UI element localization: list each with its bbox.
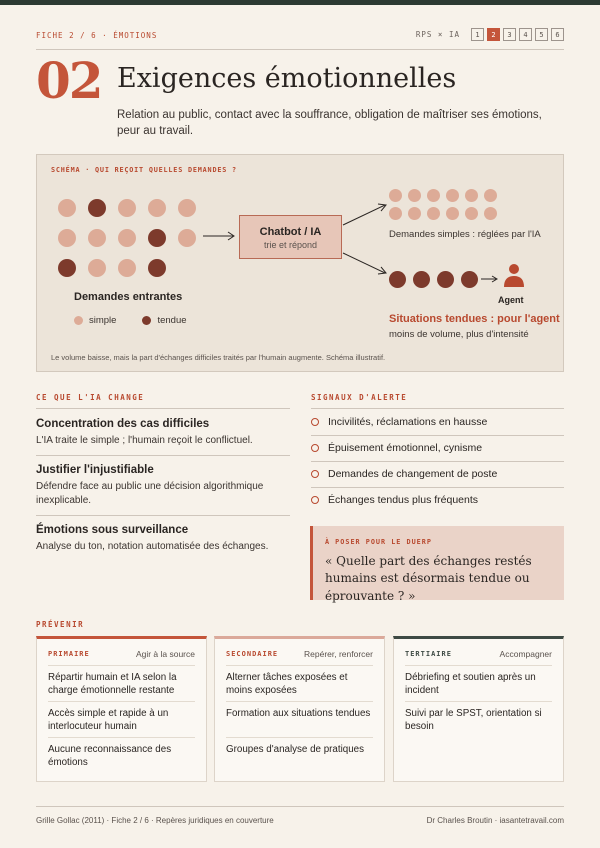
footer-author[interactable]: Dr Charles Broutin · iasantetravail.com	[426, 816, 564, 825]
card-kind: TERTIAIRE	[405, 650, 452, 658]
arrow-right-icon	[203, 231, 237, 241]
incoming-tense-dot	[58, 259, 76, 277]
circle-bullet-icon	[311, 418, 319, 426]
page-header	[36, 26, 564, 46]
resolved-simple-dot	[484, 189, 497, 202]
page-subtitle: Relation au public, contact avec la souffrance, obligation de maîtriser ses émotions, peur au travail.	[117, 109, 542, 138]
tense-dot	[389, 271, 406, 288]
alerts-divider	[311, 408, 564, 409]
change-item	[36, 418, 290, 448]
card-item: Débriefing et soutien après un incident	[405, 672, 536, 697]
resolved-simple-dot	[408, 189, 421, 202]
arrow-right-icon	[481, 274, 499, 284]
incoming-simple-dot	[118, 259, 136, 277]
duerp-callout	[310, 526, 564, 603]
footer-source: Grille Gollac (2011) · Fiche 2 / 6 · Repères juridiques en couverture	[36, 816, 274, 825]
schema-note: Le volume baisse, mais la part d'échanges difficiles traités par l'humain augmente. Schéma illustratif.	[51, 353, 386, 362]
change-item	[36, 464, 290, 508]
simple-requests-label: Demandes simples : réglées par l'IA	[389, 229, 541, 240]
change-divider	[36, 515, 290, 516]
page-link-2-active[interactable]: 2	[487, 28, 500, 41]
alerts-divider	[311, 435, 564, 436]
card-subtitle: Agir à la source	[135, 649, 195, 659]
alert-text: Épuisement émotionnel, cynisme	[328, 442, 483, 454]
resolved-simple-dot	[427, 207, 440, 220]
alert-text: Demandes de changement de poste	[328, 468, 498, 480]
card-divider	[48, 665, 195, 666]
incoming-tense-dot	[88, 199, 106, 217]
change-item-body: L'IA traite le simple ; l'humain reçoit le conflictuel.	[36, 435, 253, 446]
card-divider	[405, 665, 552, 666]
incoming-simple-dot	[118, 199, 136, 217]
schema-panel	[36, 154, 564, 372]
page-link-6[interactable]: 6	[551, 28, 564, 41]
chatbot-title: Chatbot / IA	[259, 226, 322, 238]
incoming-simple-dot	[88, 259, 106, 277]
change-divider	[36, 408, 290, 409]
circle-bullet-icon	[311, 470, 319, 478]
card-item: Suivi par le SPST, orientation si besoin	[405, 708, 542, 733]
card-kind: SECONDAIRE	[226, 650, 279, 658]
legend-tense-label: tendue	[157, 315, 187, 326]
alerts-divider	[311, 487, 564, 488]
incoming-simple-dot	[178, 199, 196, 217]
incoming-simple-dot	[148, 199, 166, 217]
alert-item	[311, 416, 564, 428]
resolved-simple-dot	[484, 207, 497, 220]
circle-bullet-icon	[311, 444, 319, 452]
page-link-4[interactable]: 4	[519, 28, 532, 41]
tense-dot	[413, 271, 430, 288]
change-item-body: Défendre face au public une décision algorithmique inexplicable.	[36, 481, 264, 506]
alert-item	[311, 494, 564, 506]
alert-text: Incivilités, réclamations en hausse	[328, 416, 488, 428]
alerts-divider	[311, 461, 564, 462]
incoming-title: Demandes entrantes	[74, 291, 183, 303]
resolved-simple-dot	[446, 189, 459, 202]
card-divider	[226, 665, 373, 666]
card-item: Répartir humain et IA selon la charge émotionnelle restante	[48, 672, 177, 697]
footer-divider	[36, 806, 564, 807]
incoming-simple-dot	[58, 199, 76, 217]
incoming-simple-dot	[88, 229, 106, 247]
card-item: Formation aux situations tendues	[226, 708, 371, 719]
change-item-title: Concentration des cas difficiles	[36, 418, 210, 430]
change-item-title: Émotions sous surveillance	[36, 524, 189, 536]
card-divider	[48, 737, 195, 738]
card-divider	[405, 701, 552, 702]
page-nav	[416, 28, 564, 41]
incoming-tense-dot	[148, 229, 166, 247]
card-kind: PRIMAIRE	[48, 650, 90, 658]
card-item: Accès simple et rapide à un interlocuteur humain	[48, 708, 169, 733]
series-label: RPS × IA	[415, 30, 460, 39]
tense-dot	[437, 271, 454, 288]
card-item: Aucune reconnaissance des émotions	[48, 744, 172, 769]
chatbot-box	[239, 215, 342, 259]
circle-bullet-icon	[311, 496, 319, 504]
resolved-simple-dot	[408, 207, 421, 220]
resolved-simple-dot	[389, 189, 402, 202]
resolved-simple-dot	[389, 207, 402, 220]
page-link-1[interactable]: 1	[471, 28, 484, 41]
alert-item	[311, 442, 564, 454]
prevention-card-primary	[36, 636, 207, 782]
resolved-simple-dot	[446, 207, 459, 220]
chatbot-subtitle: trie et répond	[263, 240, 318, 250]
duerp-question: « Quelle part des échanges restés humains est désormais tendue ou éprouvante ? »	[325, 554, 532, 603]
schema-label: SCHÉMA · QUI REÇOIT QUELLES DEMANDES ?	[51, 166, 237, 174]
top-bar	[0, 0, 600, 5]
resolved-simple-dot	[427, 189, 440, 202]
legend-tense-swatch	[142, 316, 151, 325]
agent-label: Agent	[498, 295, 524, 305]
page-title: Exigences émotionnelles	[117, 63, 457, 94]
sheet-label: FICHE 2 / 6 · ÉMOTIONS	[36, 31, 158, 40]
alerts-section-label: SIGNAUX D'ALERTE	[311, 393, 408, 402]
card-subtitle: Accompagner	[499, 649, 552, 659]
sheet-number: 02	[36, 51, 102, 110]
legend-simple-swatch	[74, 316, 83, 325]
card-subtitle: Repérer, renforcer	[304, 649, 373, 659]
card-item: Alterner tâches exposées et moins exposées	[226, 672, 348, 697]
tense-situations-title: Situations tendues : pour l'agent	[389, 313, 560, 325]
card-divider	[48, 701, 195, 702]
branch-arrows-icon	[341, 201, 391, 277]
change-item-body: Analyse du ton, notation automatisée des échanges.	[36, 541, 269, 552]
alert-text: Échanges tendus plus fréquents	[328, 494, 479, 506]
person-icon	[503, 262, 525, 288]
tense-situations-subtitle: moins de volume, plus d'intensité	[389, 329, 529, 340]
change-section-label: CE QUE L'IA CHANGE	[36, 393, 145, 402]
legend-simple-label: simple	[89, 315, 117, 326]
duerp-label: À POSER POUR LE DUERP	[325, 538, 432, 546]
change-divider	[36, 455, 290, 456]
prevention-card-tertiary	[393, 636, 564, 782]
card-item: Groupes d'analyse de pratiques	[226, 744, 365, 755]
change-item	[36, 524, 290, 554]
incoming-tense-dot	[148, 259, 166, 277]
tense-dot	[461, 271, 478, 288]
change-item-title: Justifier l'injustifiable	[36, 464, 154, 476]
prevent-section-label: PRÉVENIR	[36, 620, 85, 629]
schema-legend	[74, 315, 187, 326]
incoming-simple-dot	[178, 229, 196, 247]
resolved-simple-dot	[465, 189, 478, 202]
incoming-simple-dot	[58, 229, 76, 247]
header-divider	[36, 49, 564, 50]
resolved-simple-dot	[465, 207, 478, 220]
page-link-5[interactable]: 5	[535, 28, 548, 41]
card-divider	[226, 737, 373, 738]
card-divider	[226, 701, 373, 702]
prevention-card-secondary	[214, 636, 385, 782]
page-link-3[interactable]: 3	[503, 28, 516, 41]
alert-item	[311, 468, 564, 480]
incoming-simple-dot	[118, 229, 136, 247]
